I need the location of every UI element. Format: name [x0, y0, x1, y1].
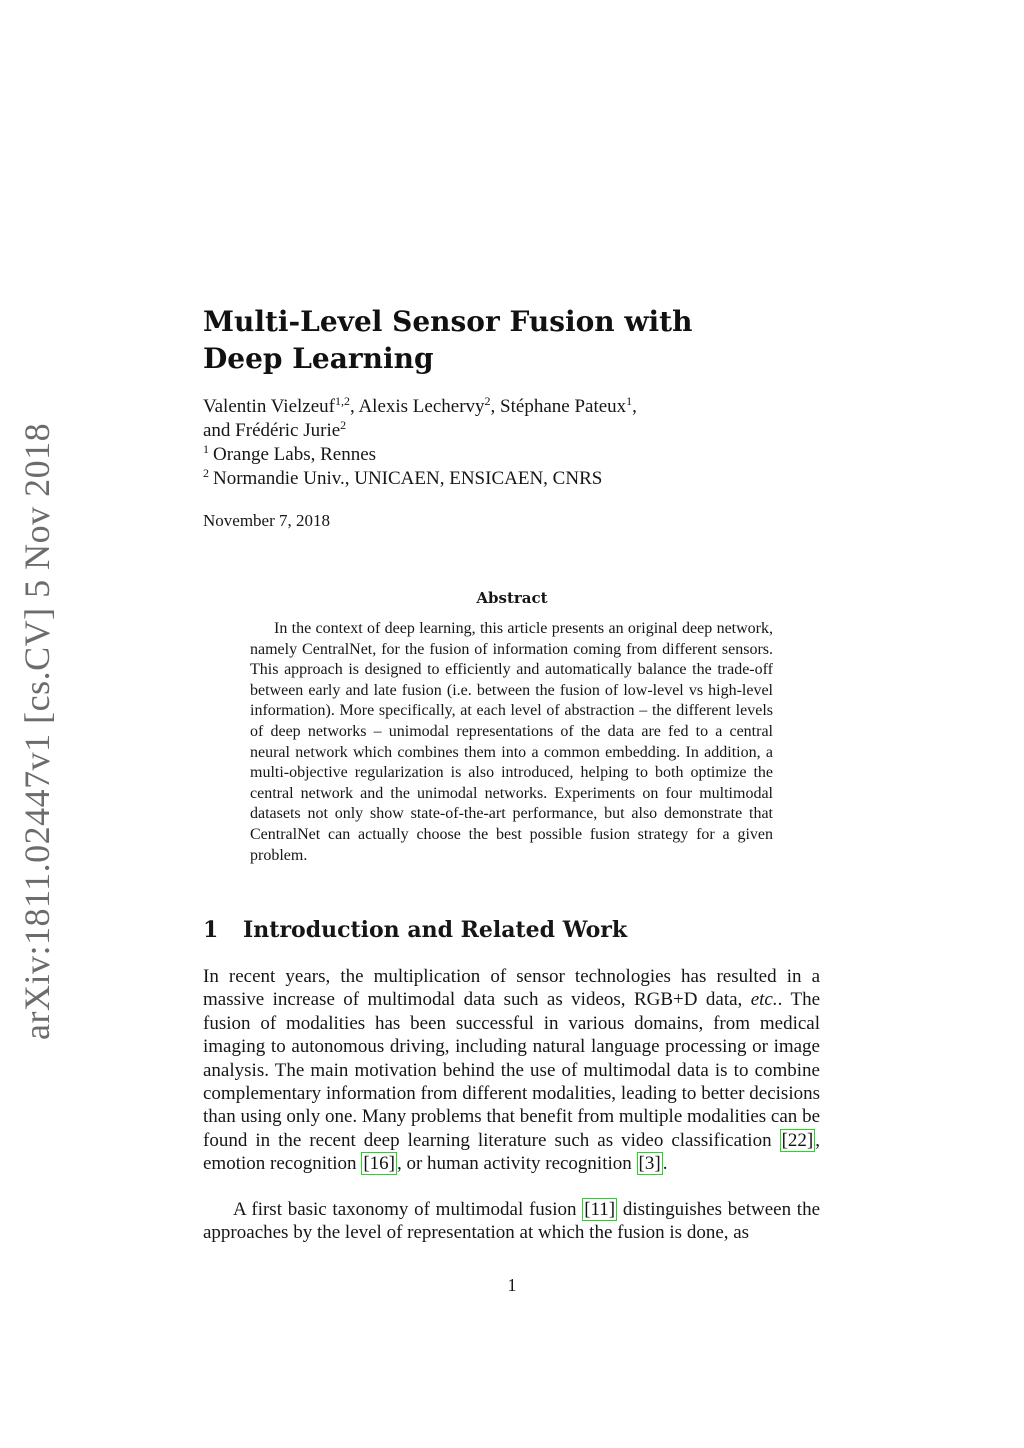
affiliation-text: Normandie Univ., UNICAEN, ENSICAEN, CNRS — [213, 468, 603, 489]
affiliation-text: Orange Labs, Rennes — [213, 444, 377, 465]
author-separator: , — [632, 396, 637, 417]
citation-link[interactable]: [11] — [584, 1199, 616, 1220]
author-affiliation-mark: 1 — [626, 394, 633, 408]
author-affiliation-mark: 2 — [340, 418, 347, 432]
paragraph-text: , emotion recognition — [203, 1129, 820, 1175]
abstract-text: In the context of deep learning, this article presents an original deep network, namely CentralNet, for the fusion of information coming from different sensors. This approach is designed to efficiently and automatically balance the trade-off between early and late fusion (i.e. between the fusion of low-level vs high-level information). More specifically, at each level of abstraction – the different levels of deep networks – unimodal representations of the data are fed to a central neural network which combines them into a common embedding. In addition, a multi-objective regularization is also introduced, helping to both optimize the central network and the unimodal networks. Experiments on four multimodal datasets not only show state-of-the-art performance, but also demonstrate that CentralNet can actually choose the best possible fusion strategy for a given problem. — [250, 620, 773, 864]
paragraph-text: . The fusion of modalities has been successful in various domains, from medical imaging to autonomous driving, including natural language processing or image analysis. The main motivation behind the use of multimodal data is to combine complementary information from different modalities, leading to better decisions than using only one. Many problems that benefit from multiple modalities can be found in the recent deep learning literature such as video classification — [203, 989, 820, 1151]
abstract-heading: Abstract — [476, 589, 548, 607]
paragraph-text: distinguishes between the approaches by the level of representation at which the fusion is done, as — [203, 1199, 820, 1244]
citation-link[interactable]: [3] — [638, 1153, 661, 1175]
paragraph-emphasis: etc. — [750, 989, 778, 1011]
paragraph-text: . — [662, 1153, 668, 1175]
page-number: 1 — [507, 1275, 517, 1295]
author-affiliation-mark: 2 — [484, 394, 491, 408]
author-separator: , — [350, 396, 359, 417]
affiliation-mark: 2 — [203, 466, 209, 480]
author-name: Stéphane Pateux — [500, 396, 627, 417]
author-separator: , — [490, 396, 501, 417]
author-name: and Frédéric Jurie — [203, 420, 341, 441]
author-line — [203, 419, 803, 443]
affiliation-mark: 1 — [203, 442, 209, 456]
section-title: Introduction and Related Work — [243, 917, 628, 943]
body-paragraph — [203, 1198, 820, 1245]
citation-link[interactable]: [22] — [781, 1129, 814, 1151]
author-affiliation-mark: 1,2 — [335, 394, 350, 408]
affiliation — [203, 467, 803, 491]
paragraph-text: In recent years, the multiplication of sensor technologies has resulted in a massive increase of multimodal data such as videos, RGB+D data, — [203, 966, 820, 1011]
author-line — [203, 395, 803, 419]
author-name: Valentin Vielzeuf — [203, 396, 335, 417]
body-paragraph — [203, 965, 820, 1176]
author-list — [203, 395, 803, 491]
paragraph-text: , or human activity recognition — [396, 1153, 637, 1175]
author-name: Alexis Lechervy — [358, 396, 485, 417]
arxiv-identifier: arXiv:1811.02447v1 [cs.CV] 5 Nov 2018 — [17, 422, 57, 1040]
section-heading — [203, 917, 627, 943]
paper-title: Multi-Level Sensor Fusion with Deep Learning — [203, 305, 693, 375]
section-number: 1 — [203, 917, 219, 943]
paragraph-text: A first basic taxonomy of multimodal fusion — [233, 1199, 583, 1220]
citation-link[interactable]: [16] — [363, 1153, 395, 1175]
affiliation — [203, 443, 803, 467]
publication-date: November 7, 2018 — [203, 511, 331, 530]
